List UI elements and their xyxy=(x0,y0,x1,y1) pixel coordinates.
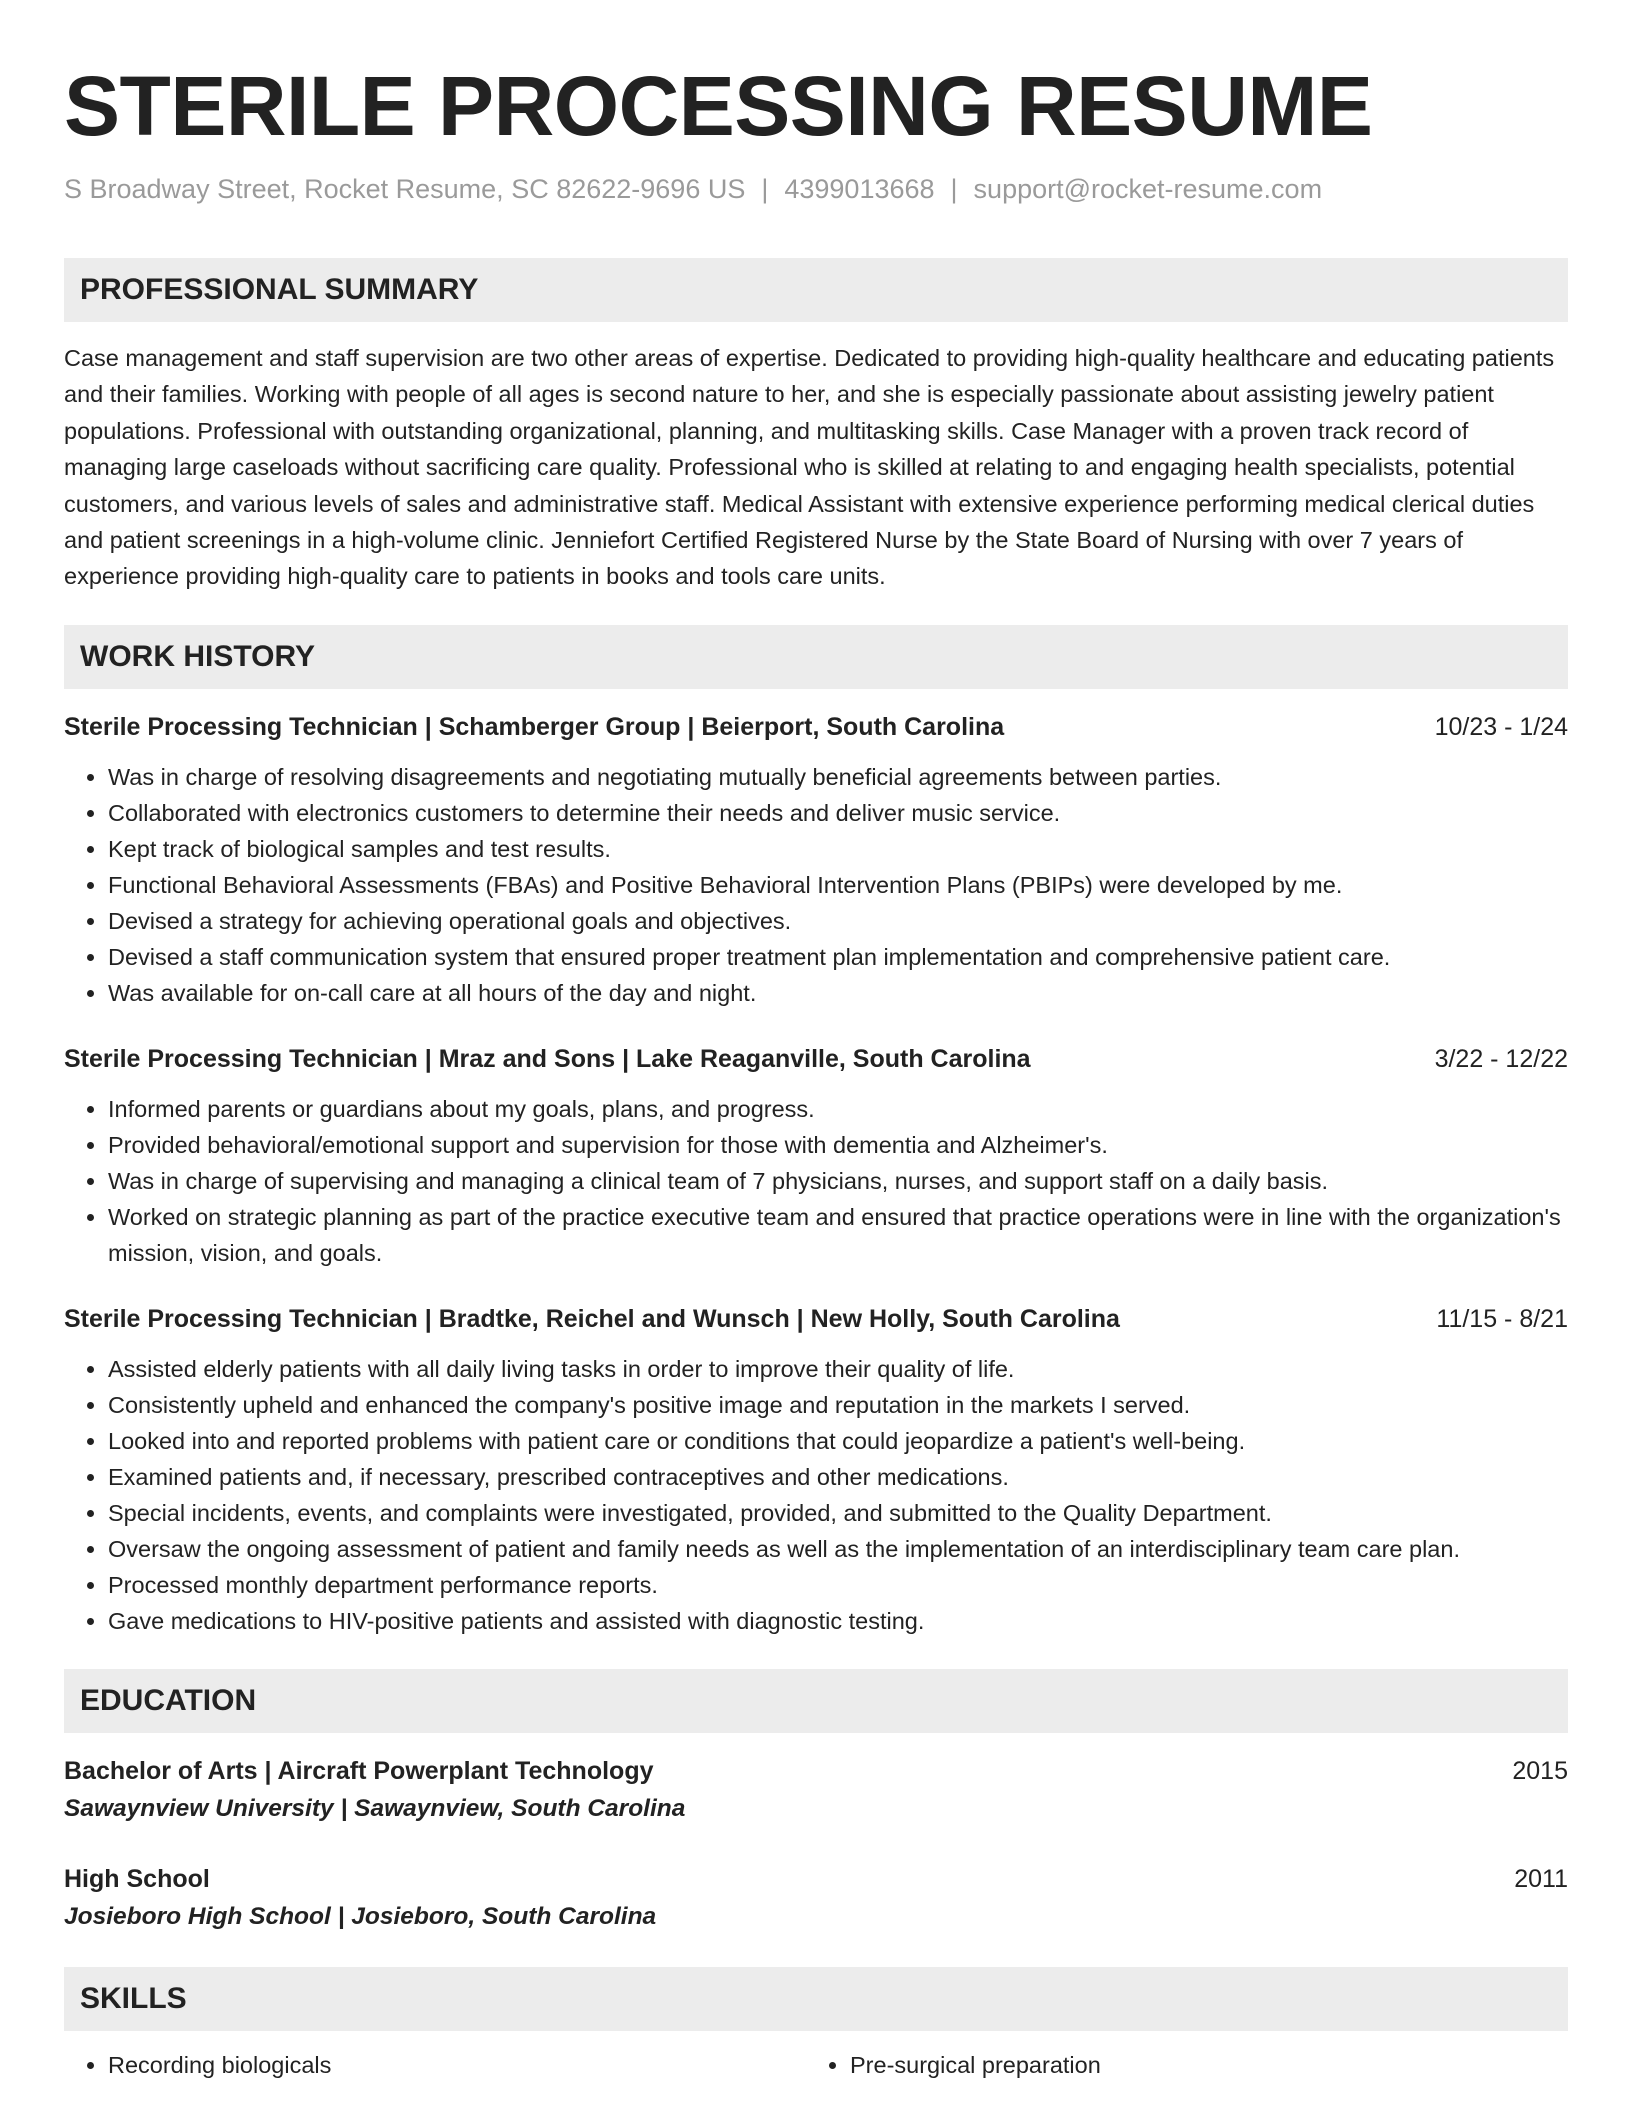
job-bullet: • Provided behavioral/emotional support and supervision for those with dementia and Alzheimer's. xyxy=(108,1127,1568,1163)
job-title: Sterile Processing Technician | Mraz and Sons | Lake Reaganville, South Carolina xyxy=(64,1044,1031,1073)
education-header xyxy=(64,1861,1568,1897)
job-dates: 10/23 - 1/24 xyxy=(1434,712,1568,741)
job-bullet: • Processed monthly department performance reports. xyxy=(108,1567,1568,1603)
job-bullets xyxy=(64,1091,1568,1271)
education-degree: High School xyxy=(64,1864,210,1893)
section-header-summary: PROFESSIONAL SUMMARY xyxy=(64,258,1568,322)
job-bullet: • Assisted elderly patients with all daily living tasks in order to improve their quality of life. xyxy=(108,1351,1568,1387)
job-entry xyxy=(64,709,1568,1011)
education-degree: Bachelor of Arts | Aircraft Powerplant Technology xyxy=(64,1756,654,1785)
job-bullet: • Informed parents or guardians about my goals, plans, and progress. xyxy=(108,1091,1568,1127)
skills-column-left xyxy=(64,2047,806,2083)
job-bullet: • Consistently upheld and enhanced the company's positive image and reputation in the markets I served. xyxy=(108,1387,1568,1423)
education-entry xyxy=(64,1861,1568,1937)
job-dates: 11/15 - 8/21 xyxy=(1436,1304,1568,1333)
contact-phone: 4399013668 xyxy=(784,174,935,204)
job-entry xyxy=(64,1301,1568,1639)
job-bullet: • Examined patients and, if necessary, prescribed contraceptives and other medications. xyxy=(108,1459,1568,1495)
job-bullet: • Functional Behavioral Assessments (FBAs) and Positive Behavioral Intervention Plans (PBIPs) were developed by me. xyxy=(108,867,1568,903)
job-bullet: • Collaborated with electronics customers to determine their needs and deliver music service. xyxy=(108,795,1568,831)
job-title: Sterile Processing Technician | Bradtke, Reichel and Wunsch | New Holly, South Carolina xyxy=(64,1304,1120,1333)
job-bullet: • Devised a staff communication system that ensured proper treatment plan implementation and comprehensive patient care. xyxy=(108,939,1568,975)
summary-text: Case management and staff supervision are two other areas of expertise. Dedicated to providing high-quality healthcare and educating patients and their families. Working with people of all ages is second nature to her, and she is especially passionate about assisting jewelry patient populations. Professional with outstanding organizational, planning, and multitasking skills. Case Manager with a proven track record of managing large caseloads without sacrificing care quality. Professional who is skilled at relating to and engaging health specialists, potential customers, and various levels of sales and administrative staff. Medical Assistant with extensive experience performing medical clerical duties and patient screenings in a high-volume clinic. Jenniefort Certified Registered Nurse by the State Board of Nursing with over 7 years of experience providing high-quality care to patients in books and tools care units. xyxy=(64,345,1555,590)
education-header xyxy=(64,1753,1568,1789)
job-bullet: • Was in charge of resolving disagreements and negotiating mutually beneficial agreements between parties. xyxy=(108,759,1568,795)
job-bullet: • Was available for on-call care at all hours of the day and night. xyxy=(108,975,1568,1011)
skills-column-right xyxy=(806,2047,1548,2083)
job-bullet: • Special incidents, events, and complaints were investigated, provided, and submitted to the Quality Department. xyxy=(108,1495,1568,1531)
education-year: 2015 xyxy=(1512,1756,1568,1785)
job-bullet: • Oversaw the ongoing assessment of patient and family needs as well as the implementation of an interdisciplinary team care plan. xyxy=(108,1531,1568,1567)
contact-separator: | xyxy=(761,174,769,204)
job-bullet: • Kept track of biological samples and test results. xyxy=(108,831,1568,867)
contact-address: S Broadway Street, Rocket Resume, SC 82622-9696 US xyxy=(64,174,746,204)
job-bullets xyxy=(64,759,1568,1011)
job-bullet: • Looked into and reported problems with patient care or conditions that could jeopardize a patient's well-being. xyxy=(108,1423,1568,1459)
job-bullet: • Gave medications to HIV-positive patients and assisted with diagnostic testing. xyxy=(108,1603,1568,1639)
job-dates: 3/22 - 12/22 xyxy=(1434,1044,1568,1073)
job-header xyxy=(64,1041,1568,1077)
job-bullet: • Worked on strategic planning as part of the practice executive team and ensured that practice operations were in line with the organization's mission, vision, and goals. xyxy=(108,1199,1568,1271)
skill-item: • Recording biologicals xyxy=(108,2047,806,2083)
job-bullets xyxy=(64,1351,1568,1639)
contact-line xyxy=(64,172,1568,206)
section-header-work-history: WORK HISTORY xyxy=(64,625,1568,689)
job-bullet: • Was in charge of supervising and managing a clinical team of 7 physicians, nurses, and support staff on a daily basis. xyxy=(108,1163,1568,1199)
job-entry xyxy=(64,1041,1568,1271)
section-header-education: EDUCATION xyxy=(64,1669,1568,1733)
education-entry xyxy=(64,1753,1568,1829)
job-bullet: • Devised a strategy for achieving operational goals and objectives. xyxy=(108,903,1568,939)
skill-item: • Pre-surgical preparation xyxy=(850,2047,1548,2083)
job-title: Sterile Processing Technician | Schamberger Group | Beierport, South Carolina xyxy=(64,712,1005,741)
skills-list xyxy=(64,2047,1568,2083)
contact-email: support@rocket-resume.com xyxy=(973,174,1323,204)
education-school: Sawaynview University | Sawaynview, South Carolina xyxy=(64,1794,686,1822)
resume-title: STERILE PROCESSING RESUME xyxy=(64,59,1373,153)
job-header xyxy=(64,709,1568,745)
section-header-skills: SKILLS xyxy=(64,1967,1568,2031)
education-school: Josieboro High School | Josieboro, South Carolina xyxy=(64,1902,657,1930)
education-year: 2011 xyxy=(1514,1864,1568,1893)
resume-page xyxy=(64,0,1568,2083)
job-header xyxy=(64,1301,1568,1337)
contact-separator: | xyxy=(950,174,958,204)
